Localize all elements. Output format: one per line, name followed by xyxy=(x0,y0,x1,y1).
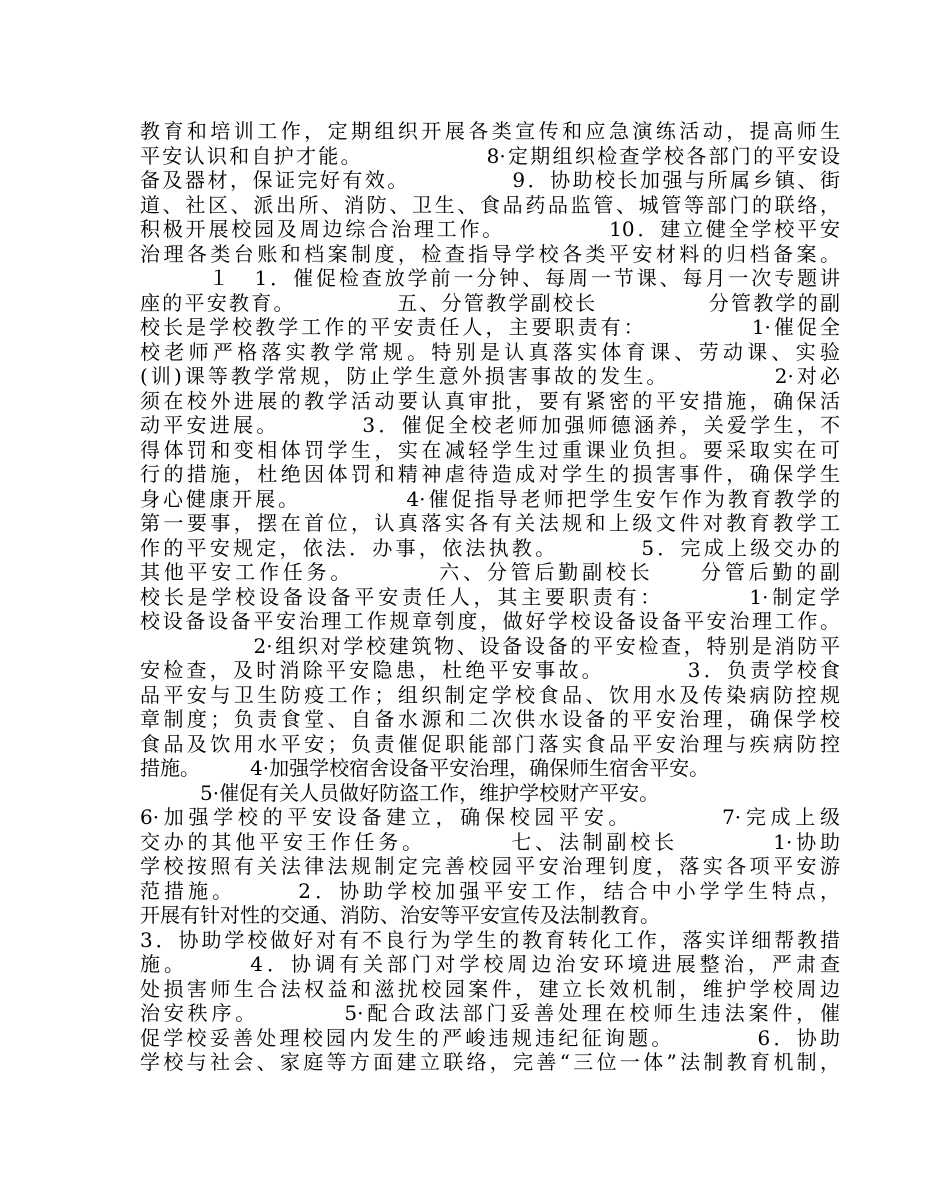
text-line: 学校按照有关法律法规制定完善校园平安治理钊度，落实各项平安游 xyxy=(140,854,840,878)
text-line: 学校与社会、家庭等方面建立联络，完善“三位一体”法制教育机制， xyxy=(140,1050,840,1074)
text-line: 食品及饮用水平安；负责催促职能部门落实食品平安治理与疾病防控 xyxy=(140,731,840,756)
text-line: (训)课等教学常规，防止学生意外损害事故的发生。 2·对必 xyxy=(140,364,840,388)
text-line: 校长是学校设备设备平安责任人，其主要职责有： 1·制定学 xyxy=(140,584,840,609)
text-line: 2·组织对学校建筑物、设备设备的平安检查，特别是消防平 xyxy=(140,633,840,658)
text-line: 品平安与卫生防疫工作；组织制定学校食品、饮用水及传染病防控规 xyxy=(140,682,840,707)
text-line: 得体罚和变相体罚学生，实在减轻学生过重课业负担。要采取实在可 xyxy=(140,437,840,462)
text-line: 校老师严格落实教学常规。特别是认真落实体育课、劳动课、实验 xyxy=(140,339,840,364)
text-line: 安检查，及时消除平安隐患，杜绝平安事故。 3．负责学校食 xyxy=(140,658,840,682)
text-line: 处损害师生合法权益和滋扰校园案件，建立长效机制，维护学校周边 xyxy=(140,976,840,1001)
text-line: 第一要事，摆在首位，认真落实各有关法规和上级文件对教育教学工 xyxy=(140,511,840,535)
text-line: 校长是学校教学工作的平安责任人，主要职责有： 1·催促全 xyxy=(140,315,840,339)
text-line: 范措施。 2．协助学校加强平安工作，结合中小学学生特点， xyxy=(140,878,840,903)
text-line: 6·加强学校的平安设备建立，确保校园平安。 7·完成上级 xyxy=(140,805,840,829)
text-line: 道、社区、派出所、消防、卫生、食品药品监管、城管等部门的联络， xyxy=(140,192,840,217)
text-line: 平安认识和自护才能。 8·定期组织检查学校各部门的平安设 xyxy=(140,143,840,168)
text-line: 座的平安教育。 五、分管教学副校长 分管教学的副 xyxy=(140,290,840,315)
text-line: 须在校外进展的教学活动要认真审批，要有紧密的平安措施，确保活 xyxy=(140,388,840,413)
text-line: 交办的其他平安王作任务。 七、法制副校长 1·协助 xyxy=(140,829,840,854)
text-line: 动平安进展。 3．催促全校老师加强师德涵养，关爱学生，不 xyxy=(140,413,840,437)
text-line: 积极开展校园及周边综合治理工作。 10．建立健全学校平安 xyxy=(140,217,840,241)
text-line: 身心健康开展。 4·催促指导老师把学生安乍作为教育教学的 xyxy=(140,486,840,511)
text-line: 促学校妥善处理校园内发生的严峻违规违纪征询题。 6．协助 xyxy=(140,1025,840,1050)
text-line: 教育和培训工作，定期组织开展各类宣传和应急演练活动，提高师生 xyxy=(140,119,840,143)
text-line: １ 1．催促检查放学前一分钟、每周一节课、每月一次专题讲 xyxy=(140,266,840,290)
text-line: 5·催促有关人员做好防盗工作，维护学校财产平安。 xyxy=(140,780,660,805)
text-line: 措施。 4·加强学校宿舍设备平安治理，确保师生宿舍平安。 xyxy=(140,756,710,780)
text-line: 3．协助学校做好对有不良行为学生的教育转化工作，落实详细帮教措 xyxy=(140,927,840,952)
text-line: 治理各类台账和档案制度，检查指导学校各类平安材料的归档备案。 xyxy=(140,241,840,266)
text-line: 章制度；负责食堂、自备水源和二次供水设备的平安治理，确保学校 xyxy=(140,707,840,731)
text-line: 作的平安规定，依法．办事，依法执教。 5．完成上级交办的 xyxy=(140,535,840,560)
text-line: 备及器材，保证完好有效。 9．协助校长加强与所属乡镇、街 xyxy=(140,168,840,192)
document-body-text xyxy=(140,119,840,1075)
text-line: 行的措施，杜绝因体罚和精神虐待造成对学生的损害事件，确保学生 xyxy=(140,462,840,486)
text-line: 校设备设备平安治理工作规章刳度，做好学校设备设备平安治理工作。 xyxy=(140,609,840,633)
text-line: 其他平安工作任务。 六、分管后勤副校长 分管后勤的副 xyxy=(140,560,840,584)
text-line: 施。 4．协调有关部门对学校周边治安环境进展整治，严肃查 xyxy=(140,952,840,976)
text-line: 开展有针对性的交通、消防、治安等平安宣传及法制教育。 xyxy=(140,903,660,927)
text-line: 治安秩序。 5·配合政法部门妥善处理在校师生违法案件，催 xyxy=(140,1001,840,1025)
